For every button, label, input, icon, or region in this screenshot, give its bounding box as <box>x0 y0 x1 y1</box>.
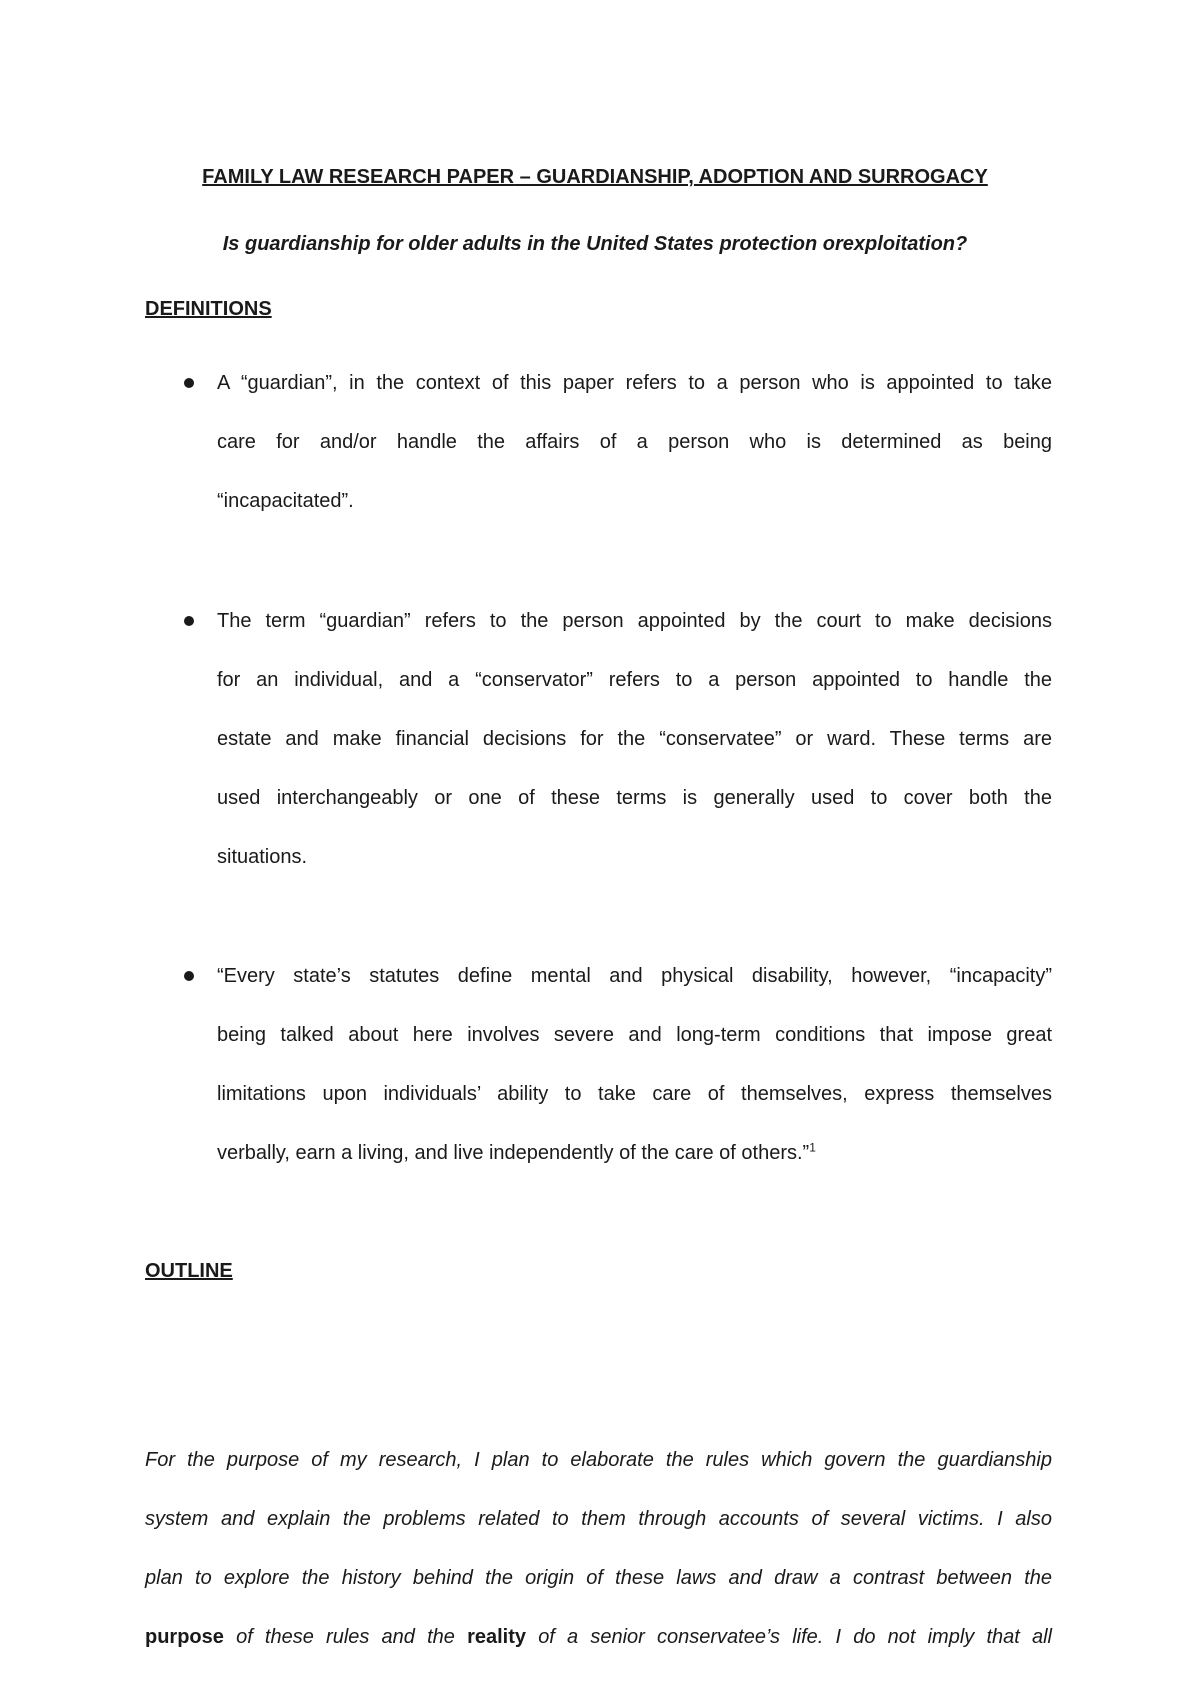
outline-line-4-text-a: of these rules and the <box>223 1626 468 1648</box>
outline-line-1: For the purpose of my research, I plan to elaborate the rules which govern the guardianship <box>145 1449 1052 1471</box>
bullet2-line-4: used interchangeably or one of these terms is generally used to cover both the <box>217 787 1052 809</box>
bullet3-line-4 <box>217 1140 1052 1166</box>
bullet-icon <box>184 378 194 388</box>
bullet3-line-4-text: verbally, earn a living, and live independently of the care of others.” <box>217 1142 810 1164</box>
bullet3-line-3: limitations upon individuals’ ability to take care of themselves, express themselves <box>217 1083 1052 1105</box>
title-part-1: FAMILY LAW RESEARCH PAPER <box>202 166 515 188</box>
bullet2-line-3: estate and make financial decisions for the “conservatee” or ward. These terms are <box>217 728 1052 750</box>
bullet2-line-1: The term “guardian” refers to the person appointed by the court to make decisions <box>217 610 1052 632</box>
bullet3-line-1: “Every state’s statutes define mental and physical disability, however, “incapacity” <box>217 965 1052 987</box>
title-part-2: – GUARDIANSHIP, ADOPTION AND SURROGACY <box>514 166 988 188</box>
outline-line-4-text-b: of a senior conservatee’s life. I do not imply that all <box>526 1626 1053 1648</box>
outline-heading: OUTLINE <box>145 1260 233 1282</box>
bullet2-line-2: for an individual, and a “conservator” refers to a person appointed to handle the <box>217 669 1052 691</box>
bullet1-line-3: “incapacitated”. <box>217 490 354 512</box>
footnote-ref: 1 <box>809 1140 816 1155</box>
outline-line-2: system and explain the problems related to them through accounts of several victims. I also <box>145 1508 1052 1530</box>
emphasis-purpose: purpose <box>145 1626 224 1648</box>
outline-line-4 <box>145 1624 1052 1650</box>
outline-line-3: plan to explore the history behind the origin of these laws and draw a contrast between the <box>145 1567 1052 1589</box>
bullet-icon <box>184 971 194 981</box>
bullet-icon <box>184 616 194 626</box>
research-question: Is guardianship for older adults in the United States protection orexploitation? <box>222 233 968 255</box>
paper-title <box>0 164 1190 190</box>
emphasis-reality: reality <box>467 1626 527 1648</box>
bullet1-line-1: A “guardian”, in the context of this paper refers to a person who is appointed to take <box>217 372 1052 394</box>
definitions-heading: DEFINITIONS <box>145 298 272 320</box>
bullet2-line-5: situations. <box>217 846 308 868</box>
bullet3-line-2: being talked about here involves severe and long-term conditions that impose great <box>217 1024 1052 1046</box>
bullet1-line-2: care for and/or handle the affairs of a person who is determined as being <box>217 431 1052 453</box>
